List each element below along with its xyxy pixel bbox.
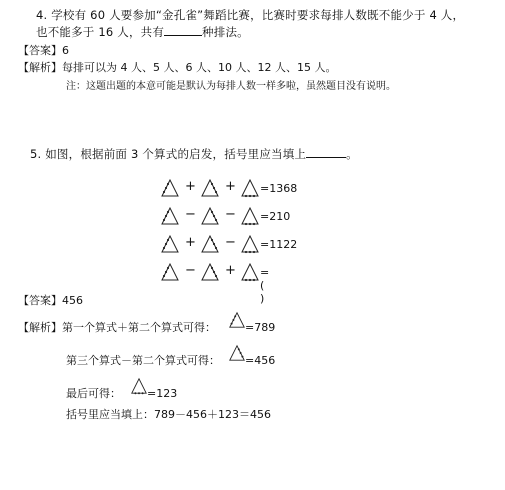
q5-analysis-2-result: =456	[245, 354, 276, 367]
q4-note: 注：这题出题的本意可能是默认为每排人数一样多啦，虽然题目没有说明。	[66, 81, 396, 92]
operator: +	[185, 179, 196, 194]
q5-answer: 【答案】456	[18, 294, 83, 307]
q4-blank	[164, 24, 202, 36]
q4-answer: 【答案】6	[18, 44, 69, 57]
q4-analysis: 【解析】每排可以为 4 人、5 人、6 人、10 人、12 人、15 人。	[18, 61, 337, 74]
triangle-bottom-dots-icon	[240, 234, 260, 254]
q5-stem-a: 5. 如图，根据前面 3 个算式的启发，括号里应当填上	[30, 147, 307, 161]
triangle-bottom-dots-icon	[130, 377, 148, 395]
triangle-right-dots-icon	[200, 234, 220, 254]
triangle-right-dots-icon	[200, 262, 220, 282]
q5-stem	[30, 146, 358, 162]
operator: +	[185, 235, 196, 250]
equation-result: =1122	[260, 238, 298, 251]
q5-analysis-line4: 括号里应当填上：789－456＋123＝456	[66, 408, 271, 421]
triangle-left-dots-icon	[160, 178, 180, 198]
triangle-bottom-dots-icon	[240, 206, 260, 226]
operator: −	[225, 235, 236, 250]
operator: +	[225, 263, 236, 278]
triangle-left-dots-icon	[160, 262, 180, 282]
q4-line2-a: 也不能多于 16 人，共有	[36, 25, 165, 39]
q4-line1: 4. 学校有 60 人要参加“金孔雀”舞蹈比赛，比赛时要求每排人数既不能少于 4 人，	[36, 8, 465, 22]
triangle-bottom-dots-icon	[240, 262, 260, 282]
triangle-bottom-dots-icon	[240, 178, 260, 198]
operator: −	[185, 207, 196, 222]
triangle-right-dots-icon	[228, 344, 246, 362]
q4-line2	[36, 24, 249, 40]
q4-line2-b: 种排法。	[202, 25, 249, 39]
triangle-left-dots-icon	[228, 311, 246, 329]
q5-analysis-3-text: 最后可得：	[66, 387, 121, 400]
equation-result: =( )	[260, 266, 270, 305]
q5-analysis-line3	[66, 385, 121, 401]
equation-result: =1368	[260, 182, 298, 195]
q5-blank	[306, 146, 346, 158]
q5-analysis-1-result: =789	[245, 321, 276, 334]
triangle-right-dots-icon	[200, 206, 220, 226]
q5-analysis-2-text: 第三个算式－第二个算式可得：	[66, 354, 220, 367]
q5-stem-b: 。	[346, 147, 358, 161]
triangle-right-dots-icon	[200, 178, 220, 198]
q5-analysis-1-text: 【解析】第一个算式＋第二个算式可得：	[18, 321, 216, 334]
operator: −	[185, 263, 196, 278]
operator: +	[225, 179, 236, 194]
q5-analysis-line1	[18, 319, 216, 335]
equation-result: =210	[260, 210, 291, 223]
q5-analysis-3-result: =123	[147, 387, 178, 400]
triangle-left-dots-icon	[160, 234, 180, 254]
q5-analysis-line2	[66, 352, 220, 368]
operator: −	[225, 207, 236, 222]
triangle-left-dots-icon	[160, 206, 180, 226]
